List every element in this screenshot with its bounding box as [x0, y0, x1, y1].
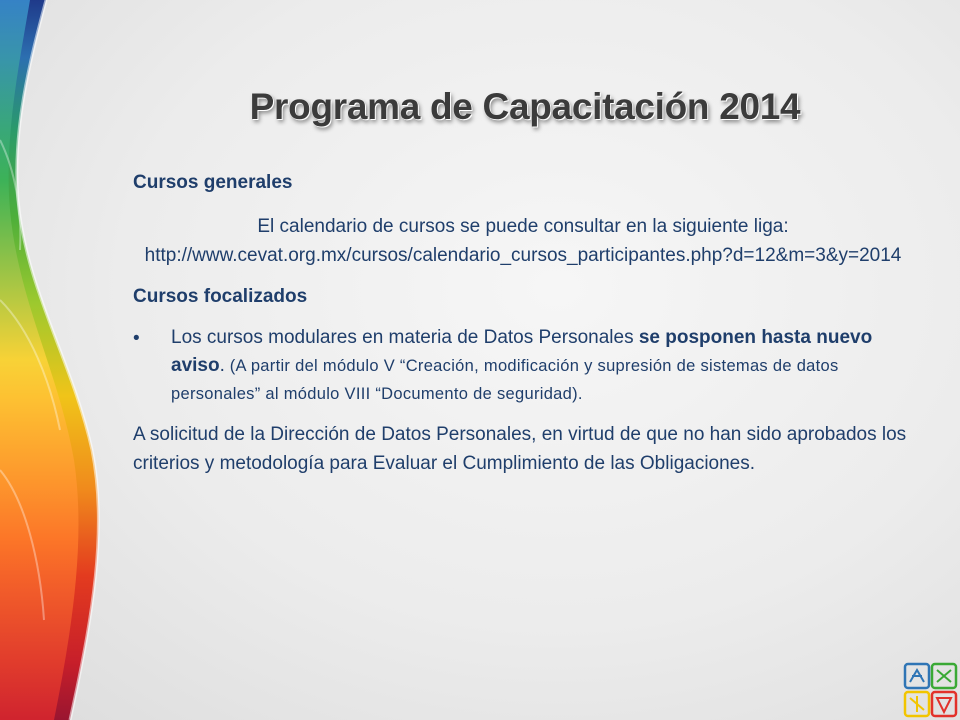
- bullet-text: [171, 324, 913, 408]
- calendar-link[interactable]: http://www.cevat.org.mx/cursos/calendario_cursos_participantes.php?d=12&m=3&y=2014: [144, 245, 902, 266]
- bullet-emphasis: se posponen hasta nuevo aviso: [171, 327, 873, 376]
- calendar-intro-text: El calendario de cursos se puede consultar en la siguiente liga:: [257, 216, 789, 237]
- section-heading-general: Cursos generales: [133, 172, 293, 193]
- bullet-main-text: Los cursos modulares en materia de Datos Personales: [171, 327, 639, 348]
- bullet-period: .: [219, 355, 225, 376]
- bullet-point: •: [133, 328, 140, 349]
- slide-content: [133, 172, 913, 478]
- list-item: [133, 324, 913, 408]
- closing-paragraph: A solicitud de la Dirección de Datos Personales, en virtud de que no han sido aprobados los criterios y metodología para Evaluar el Cumplimiento de las Obligaciones.: [133, 424, 907, 474]
- bullet-note: (A partir del módulo V “Creación, modificación y supresión de sistemas de datos personales” al módulo VIII “Documento de seguridad).: [171, 357, 839, 403]
- section-heading-focused: Cursos focalizados: [133, 286, 308, 307]
- slide-title: Programa de Capacitación 2014: [249, 86, 801, 127]
- organization-logo: [902, 662, 958, 720]
